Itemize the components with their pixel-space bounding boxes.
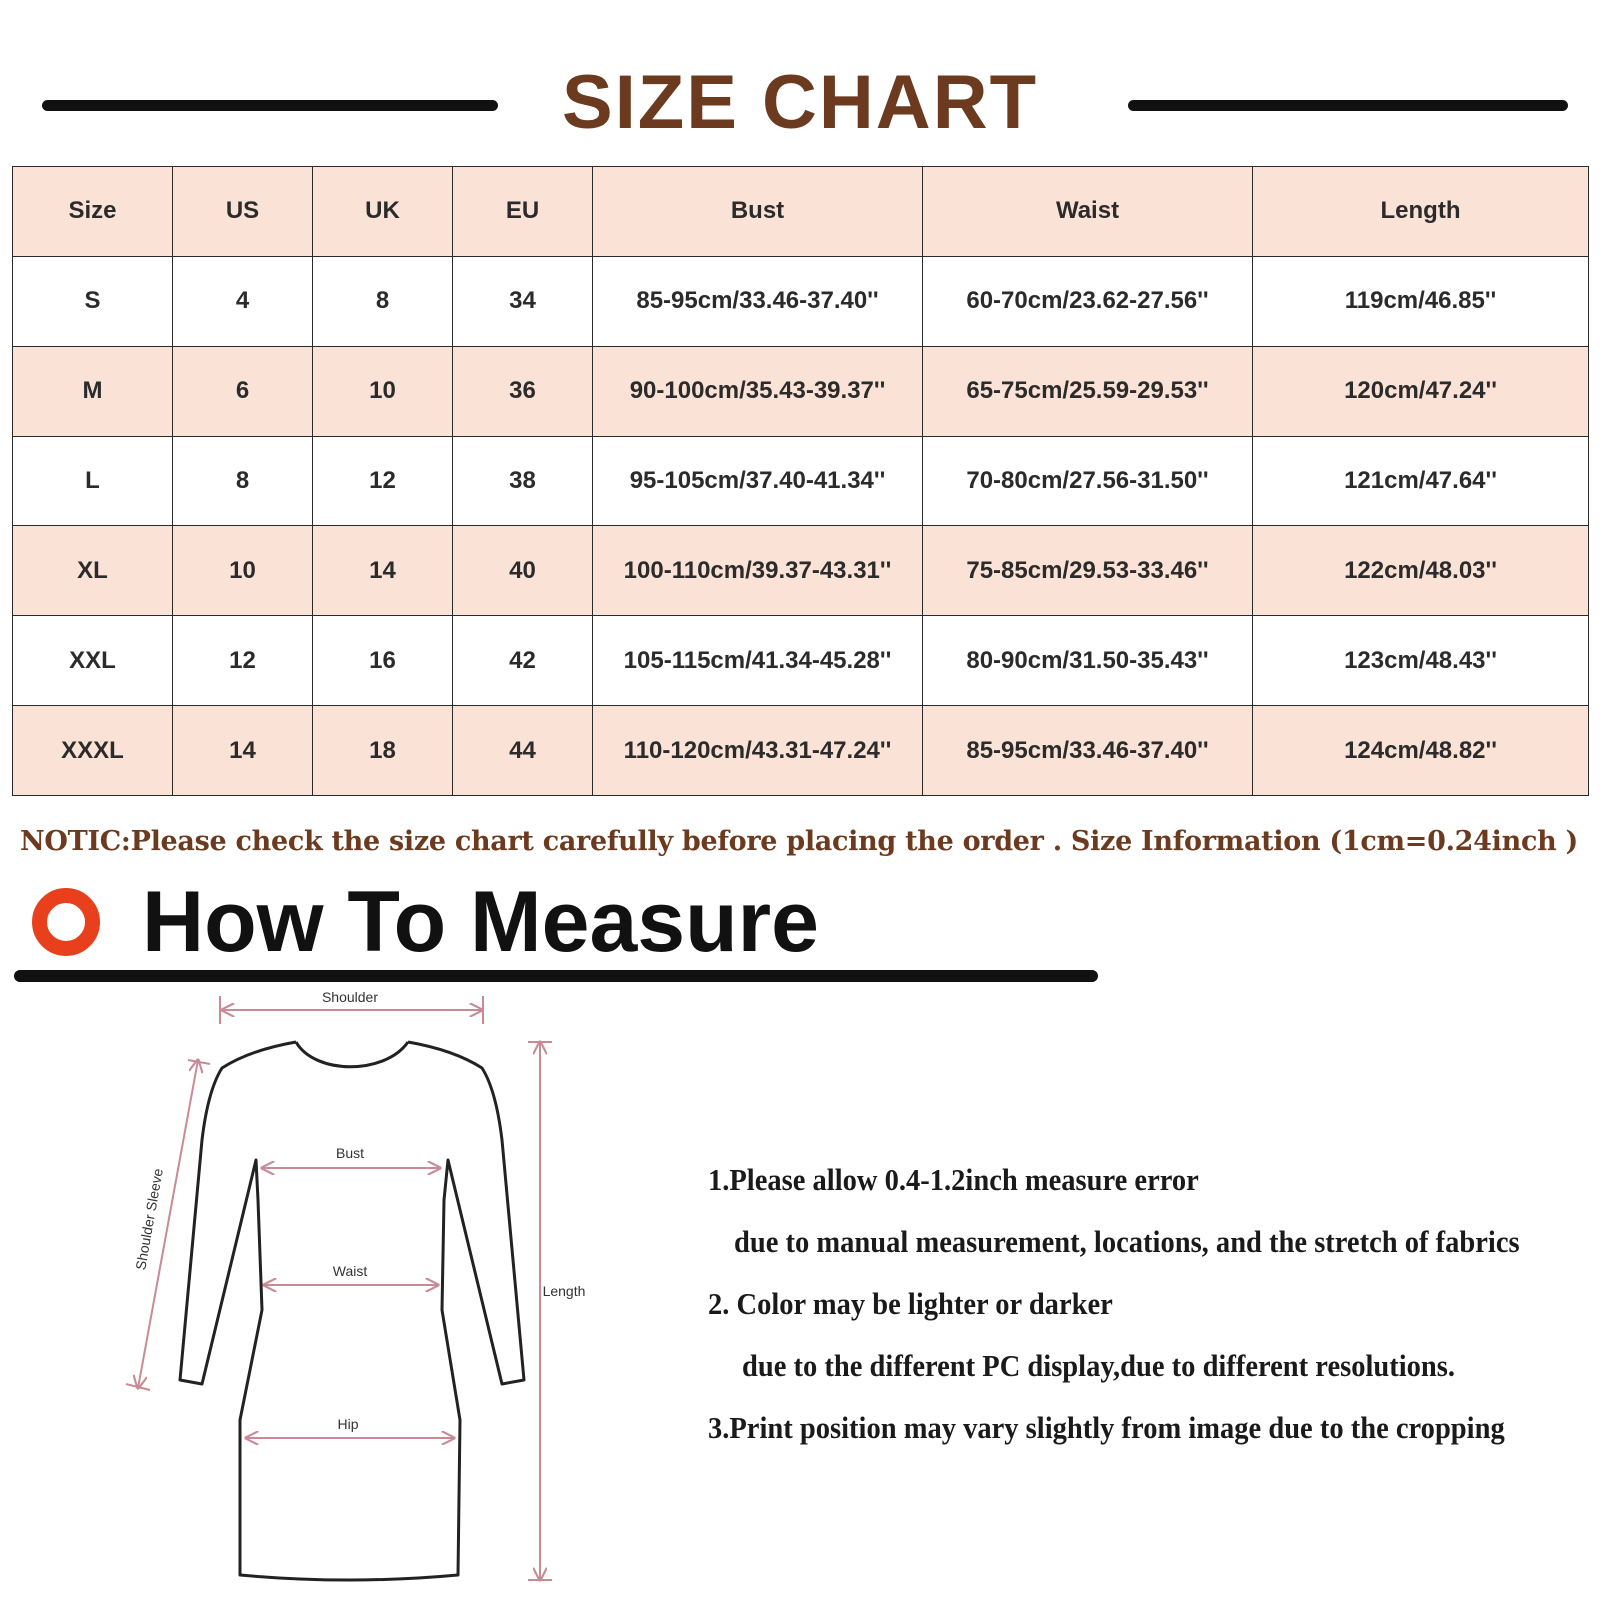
- table-cell: 123cm/48.43'': [1253, 616, 1589, 706]
- table-cell: 38: [453, 436, 593, 526]
- column-header: Length: [1253, 167, 1589, 257]
- table-cell: 14: [313, 526, 453, 616]
- table-cell: 10: [313, 346, 453, 436]
- note-1-detail: due to manual measurement, locations, and the stretch of fabrics: [734, 1224, 1520, 1259]
- left-divider: [42, 100, 498, 111]
- table-cell: XXL: [13, 616, 173, 706]
- table-row: [13, 616, 1589, 706]
- shoulder-label: Shoulder: [321, 989, 379, 1005]
- measure-title: How To Measure: [142, 874, 819, 970]
- column-header: EU: [453, 167, 593, 257]
- table-cell: 60-70cm/23.62-27.56'': [923, 256, 1253, 346]
- column-header: UK: [313, 167, 453, 257]
- column-header: Waist: [923, 167, 1253, 257]
- sleeve-label: Shoulder Sleeve: [132, 1167, 166, 1272]
- note-2-detail: due to the different PC display,due to different resolutions.: [742, 1348, 1456, 1383]
- bust-label: Bust: [335, 1145, 365, 1161]
- table-cell: 121cm/47.64'': [1253, 436, 1589, 526]
- table-cell: 90-100cm/35.43-39.37'': [593, 346, 923, 436]
- size-table: [12, 166, 1589, 796]
- table-cell: 124cm/48.82'': [1253, 706, 1589, 796]
- table-cell: 34: [453, 256, 593, 346]
- dress-diagram: [110, 980, 630, 1600]
- column-header: Bust: [593, 167, 923, 257]
- table-row: [13, 706, 1589, 796]
- table-cell: 100-110cm/39.37-43.31'': [593, 526, 923, 616]
- table-row: [13, 256, 1589, 346]
- table-cell: 85-95cm/33.46-37.40'': [923, 706, 1253, 796]
- hip-label: Hip: [337, 1416, 359, 1432]
- table-cell: 16: [313, 616, 453, 706]
- table-cell: 75-85cm/29.53-33.46'': [923, 526, 1253, 616]
- table-cell: 12: [313, 436, 453, 526]
- table-cell: 18: [313, 706, 453, 796]
- table-cell: 119cm/46.85'': [1253, 256, 1589, 346]
- table-row: [13, 346, 1589, 436]
- table-header-row: [13, 167, 1589, 257]
- column-header: Size: [13, 167, 173, 257]
- table-cell: 42: [453, 616, 593, 706]
- table-row: [13, 526, 1589, 616]
- table-cell: 70-80cm/27.56-31.50'': [923, 436, 1253, 526]
- table-cell: 120cm/47.24'': [1253, 346, 1589, 436]
- right-divider: [1128, 100, 1568, 111]
- note-1: 1.Please allow 0.4-1.2inch measure error: [708, 1162, 1199, 1197]
- table-cell: L: [13, 436, 173, 526]
- table-cell: 10: [173, 526, 313, 616]
- table-cell: S: [13, 256, 173, 346]
- table-cell: 14: [173, 706, 313, 796]
- table-cell: 6: [173, 346, 313, 436]
- page-title: SIZE CHART: [562, 60, 1038, 145]
- note-3: 3.Print position may vary slightly from image due to the cropping: [708, 1410, 1505, 1445]
- table-cell: 12: [173, 616, 313, 706]
- table-cell: 4: [173, 256, 313, 346]
- table-cell: 36: [453, 346, 593, 436]
- size-notice: NOTIC:Please check the size chart carefully before placing the order . Size Information (1cm=0.24inch ): [20, 826, 1578, 857]
- table-cell: XXXL: [13, 706, 173, 796]
- table-cell: 95-105cm/37.40-41.34'': [593, 436, 923, 526]
- note-2: 2. Color may be lighter or darker: [708, 1286, 1113, 1321]
- table-cell: 85-95cm/33.46-37.40'': [593, 256, 923, 346]
- table-cell: 110-120cm/43.31-47.24'': [593, 706, 923, 796]
- ring-icon: [32, 888, 100, 956]
- column-header: US: [173, 167, 313, 257]
- table-row: [13, 436, 1589, 526]
- waist-label: Waist: [332, 1263, 368, 1279]
- table-cell: 44: [453, 706, 593, 796]
- table-cell: 122cm/48.03'': [1253, 526, 1589, 616]
- table-cell: 80-90cm/31.50-35.43'': [923, 616, 1253, 706]
- table-cell: M: [13, 346, 173, 436]
- table-cell: 8: [313, 256, 453, 346]
- table-cell: XL: [13, 526, 173, 616]
- table-cell: 105-115cm/41.34-45.28'': [593, 616, 923, 706]
- length-label: Length: [542, 1283, 586, 1299]
- dress-outline: [180, 1042, 524, 1580]
- table-cell: 8: [173, 436, 313, 526]
- table-cell: 40: [453, 526, 593, 616]
- table-cell: 65-75cm/25.59-29.53'': [923, 346, 1253, 436]
